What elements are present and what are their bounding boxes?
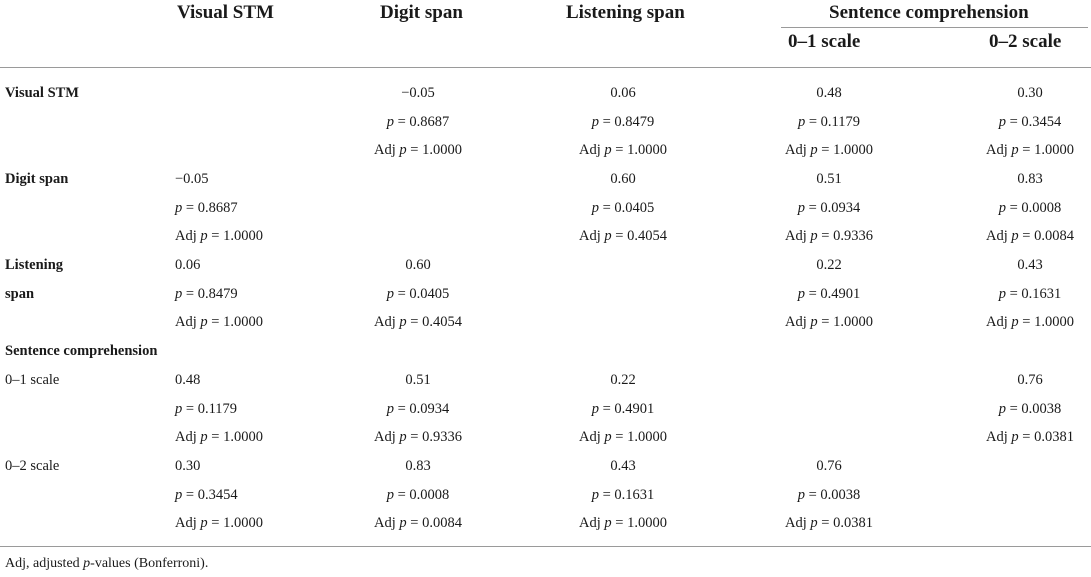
cell-ls_ds-adjusted-p-value: Adj p = 0.4054 [374, 314, 462, 331]
cell-s2_ds-adjusted-p-value: Adj p = 0.0084 [374, 515, 462, 532]
cell-s2_ds-coefficient: 0.83 [405, 458, 431, 474]
header-scale-01: 0–1 scale [788, 31, 861, 52]
cell-vs_s2-coefficient: 0.30 [1017, 85, 1043, 101]
cell-s1_ls-p-value: p = 0.4901 [591, 400, 655, 417]
header-spanner-rule [781, 27, 1088, 28]
cell-vs_s2-adjusted-p-value: Adj p = 1.0000 [986, 142, 1074, 159]
cell-vs_ls-adjusted-p-value: Adj p = 1.0000 [579, 142, 667, 159]
row-label-listening-span-line1: Listening [5, 257, 64, 273]
cell-ls_ds-coefficient: 0.60 [405, 257, 431, 273]
cell-ds_s1-adjusted-p-value: Adj p = 0.9336 [785, 228, 873, 245]
cell-ds_ls-p-value: p = 0.0405 [591, 199, 655, 216]
cell-s2_s1-adjusted-p-value: Adj p = 0.0381 [785, 515, 873, 532]
cell-s2_vs-adjusted-p-value: Adj p = 1.0000 [175, 515, 263, 532]
cell-ls_s1-p-value: p = 0.4901 [797, 285, 861, 302]
cell-s1_s2-coefficient: 0.76 [1017, 372, 1043, 388]
cell-s1_vs-coefficient: 0.48 [175, 372, 201, 388]
cell-ls_s2-adjusted-p-value: Adj p = 1.0000 [986, 314, 1074, 331]
cell-s2_ds-p-value: p = 0.0008 [386, 486, 450, 503]
cell-vs_s1-p-value: p = 0.1179 [797, 113, 861, 130]
cell-s1_vs-adjusted-p-value: Adj p = 1.0000 [175, 429, 263, 446]
header-digit-span: Digit span [380, 2, 463, 23]
cell-s1_ls-coefficient: 0.22 [610, 372, 636, 388]
header-scale-02: 0–2 scale [989, 31, 1062, 52]
cell-ds_s2-adjusted-p-value: Adj p = 0.0084 [986, 228, 1074, 245]
cell-vs_s2-p-value: p = 0.3454 [998, 113, 1062, 130]
cell-s2_s1-p-value: p = 0.0038 [797, 486, 861, 503]
cell-ls_vs-p-value: p = 0.8479 [175, 285, 238, 302]
cell-s1_ls-adjusted-p-value: Adj p = 1.0000 [579, 429, 667, 446]
cell-ls_s1-adjusted-p-value: Adj p = 1.0000 [785, 314, 873, 331]
cell-s1_s2-adjusted-p-value: Adj p = 0.0381 [986, 429, 1074, 446]
cell-vs_s1-adjusted-p-value: Adj p = 1.0000 [785, 142, 873, 159]
header-listening-span: Listening span [566, 2, 685, 23]
cell-s1_ds-adjusted-p-value: Adj p = 0.9336 [374, 429, 462, 446]
cell-s2_vs-p-value: p = 0.3454 [175, 486, 238, 503]
cell-vs_ds-coefficient: −0.05 [401, 85, 435, 101]
cell-vs_s1-coefficient: 0.48 [816, 85, 842, 101]
cell-ds_s2-p-value: p = 0.0008 [998, 199, 1062, 216]
cell-ls_vs-adjusted-p-value: Adj p = 1.0000 [175, 314, 263, 331]
table-bottom-rule [0, 546, 1091, 547]
cell-s2_ls-adjusted-p-value: Adj p = 1.0000 [579, 515, 667, 532]
cell-ds_vs-coefficient: −0.05 [175, 171, 209, 187]
cell-s2_vs-coefficient: 0.30 [175, 458, 201, 474]
cell-ds_vs-p-value: p = 0.8687 [175, 199, 238, 216]
row-label-scale-02: 0–2 scale [5, 458, 60, 474]
row-label-scale-01: 0–1 scale [5, 372, 60, 388]
cell-ls_vs-coefficient: 0.06 [175, 257, 201, 273]
cell-vs_ls-p-value: p = 0.8479 [591, 113, 655, 130]
cell-ls_s2-p-value: p = 0.1631 [998, 285, 1062, 302]
cell-vs_ds-adjusted-p-value: Adj p = 1.0000 [374, 142, 462, 159]
header-sentence-comprehension: Sentence comprehension [829, 2, 1029, 23]
cell-ds_s1-p-value: p = 0.0934 [797, 199, 861, 216]
cell-s1_s2-p-value: p = 0.0038 [998, 400, 1062, 417]
header-bottom-rule [0, 67, 1091, 68]
cell-vs_ls-coefficient: 0.06 [610, 85, 636, 101]
cell-vs_ds-p-value: p = 0.8687 [386, 113, 450, 130]
row-label-digit-span: Digit span [5, 171, 69, 187]
row-label-sentence-comprehension: Sentence comprehension [5, 343, 158, 359]
cell-s2_s1-coefficient: 0.76 [816, 458, 842, 474]
cell-s1_vs-p-value: p = 0.1179 [175, 400, 238, 417]
cell-ds_ls-adjusted-p-value: Adj p = 0.4054 [579, 228, 667, 245]
cell-ds_ls-coefficient: 0.60 [610, 171, 636, 187]
header-visual-stm: Visual STM [177, 2, 274, 23]
cell-ls_s2-coefficient: 0.43 [1017, 257, 1043, 273]
row-label-listening-span-line2: span [5, 286, 35, 302]
cell-ds_s2-coefficient: 0.83 [1017, 171, 1043, 187]
cell-s2_ls-p-value: p = 0.1631 [591, 486, 655, 503]
cell-s1_ds-p-value: p = 0.0934 [386, 400, 450, 417]
cell-ls_s1-coefficient: 0.22 [816, 257, 842, 273]
cell-ls_ds-p-value: p = 0.0405 [386, 285, 450, 302]
cell-s2_ls-coefficient: 0.43 [610, 458, 636, 474]
cell-s1_ds-coefficient: 0.51 [405, 372, 431, 388]
cell-ds_vs-adjusted-p-value: Adj p = 1.0000 [175, 228, 263, 245]
row-label-visual-stm: Visual STM [5, 85, 79, 101]
footnote: Adj, adjusted p-values (Bonferroni). [5, 556, 209, 571]
cell-ds_s1-coefficient: 0.51 [816, 171, 842, 187]
